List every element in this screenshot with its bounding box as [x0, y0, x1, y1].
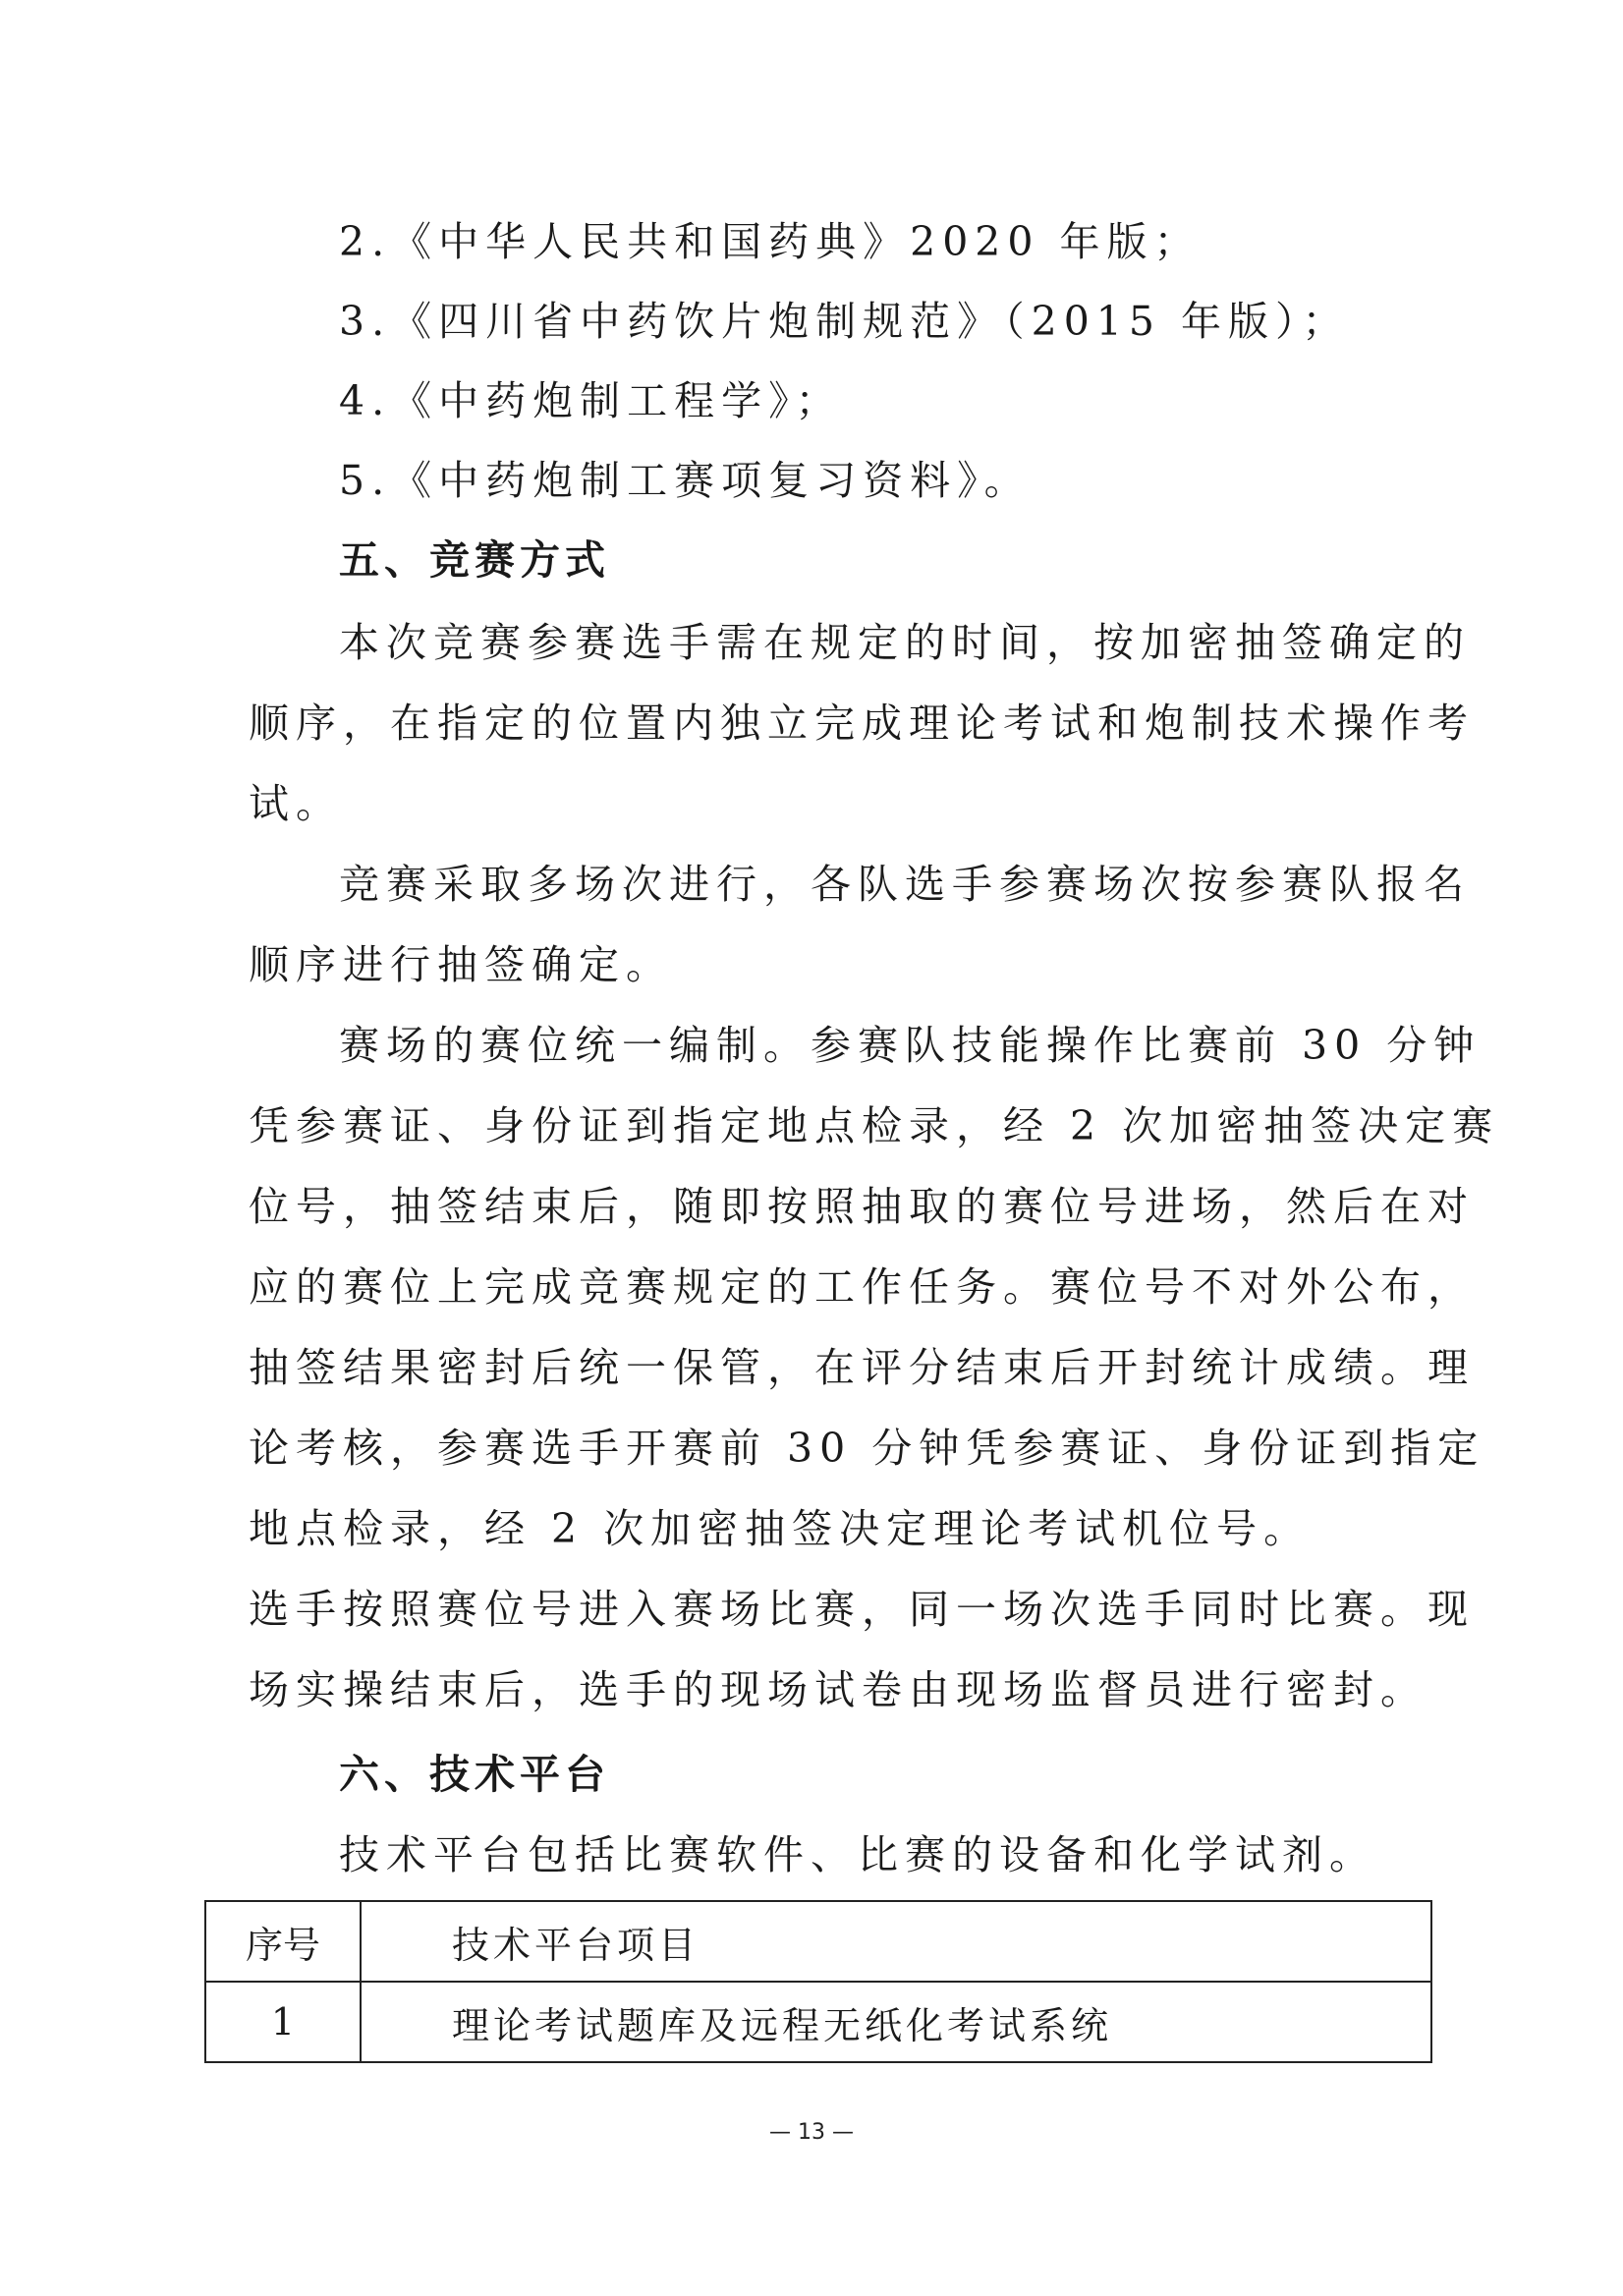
paragraph-line: 论考核，参赛选手开赛前 30 分钟凭参赛证、身份证到指定 [249, 1425, 1485, 1472]
paragraph-line: 赛场的赛位统一编制。参赛队技能操作比赛前 30 分钟 [339, 1022, 1482, 1069]
reference-item: 5.《中药炮制工赛项复习资料》。 [339, 457, 1032, 504]
technical-platform-table [204, 1900, 1432, 2063]
table-header-cell: 序号 [205, 1901, 361, 1982]
section-intro: 技术平台包括比赛软件、比赛的设备和化学试剂。 [339, 1831, 1376, 1878]
paragraph-line: 选手按照赛位号进入赛场比赛，同一场次选手同时比赛。现 [249, 1586, 1475, 1633]
paragraph-line: 顺序进行抽签确定。 [249, 941, 673, 988]
table-header-row [205, 1901, 1431, 1982]
paragraph-line: 应的赛位上完成竞赛规定的工作任务。赛位号不对外公布， [249, 1263, 1475, 1311]
table-cell: 1 [205, 1982, 361, 2062]
reference-item: 2.《中华人民共和国药典》2020 年版； [339, 218, 1202, 265]
paragraph-line: 试。 [249, 780, 343, 827]
reference-item: 3.《四川省中药饮片炮制规范》（2015 年版）； [339, 298, 1350, 345]
table-header-cell: 技术平台项目 [361, 1901, 1431, 1982]
paragraph-line: 顺序，在指定的位置内独立完成理论考试和炮制技术操作考 [249, 700, 1475, 747]
paragraph-line: 场实操结束后，选手的现场试卷由现场监督员进行密封。 [249, 1666, 1427, 1713]
section-heading-competition-method: 五、竞赛方式 [339, 536, 610, 584]
table-row [205, 1982, 1431, 2062]
paragraph-line: 抽签结果密封后统一保管，在评分结束后开封统计成绩。理 [249, 1344, 1475, 1391]
table-cell: 理论考试题库及远程无纸化考试系统 [361, 1982, 1431, 2062]
reference-item: 4.《中药炮制工程学》； [339, 377, 843, 424]
paragraph-line: 地点检录，经 2 次加密抽签决定理论考试机位号。 [249, 1505, 1312, 1552]
page-number: — 13 — [769, 2120, 854, 2145]
paragraph-line: 竞赛采取多场次进行，各队选手参赛场次按参赛队报名 [339, 861, 1471, 908]
section-heading-technical-platform: 六、技术平台 [339, 1751, 610, 1798]
paragraph-line: 本次竞赛参赛选手需在规定的时间，按加密抽签确定的 [339, 619, 1471, 666]
paragraph-line: 位号，抽签结束后，随即按照抽取的赛位号进场，然后在对 [249, 1183, 1475, 1230]
paragraph-line: 凭参赛证、身份证到指定地点检录，经 2 次加密抽签决定赛 [249, 1102, 1500, 1149]
